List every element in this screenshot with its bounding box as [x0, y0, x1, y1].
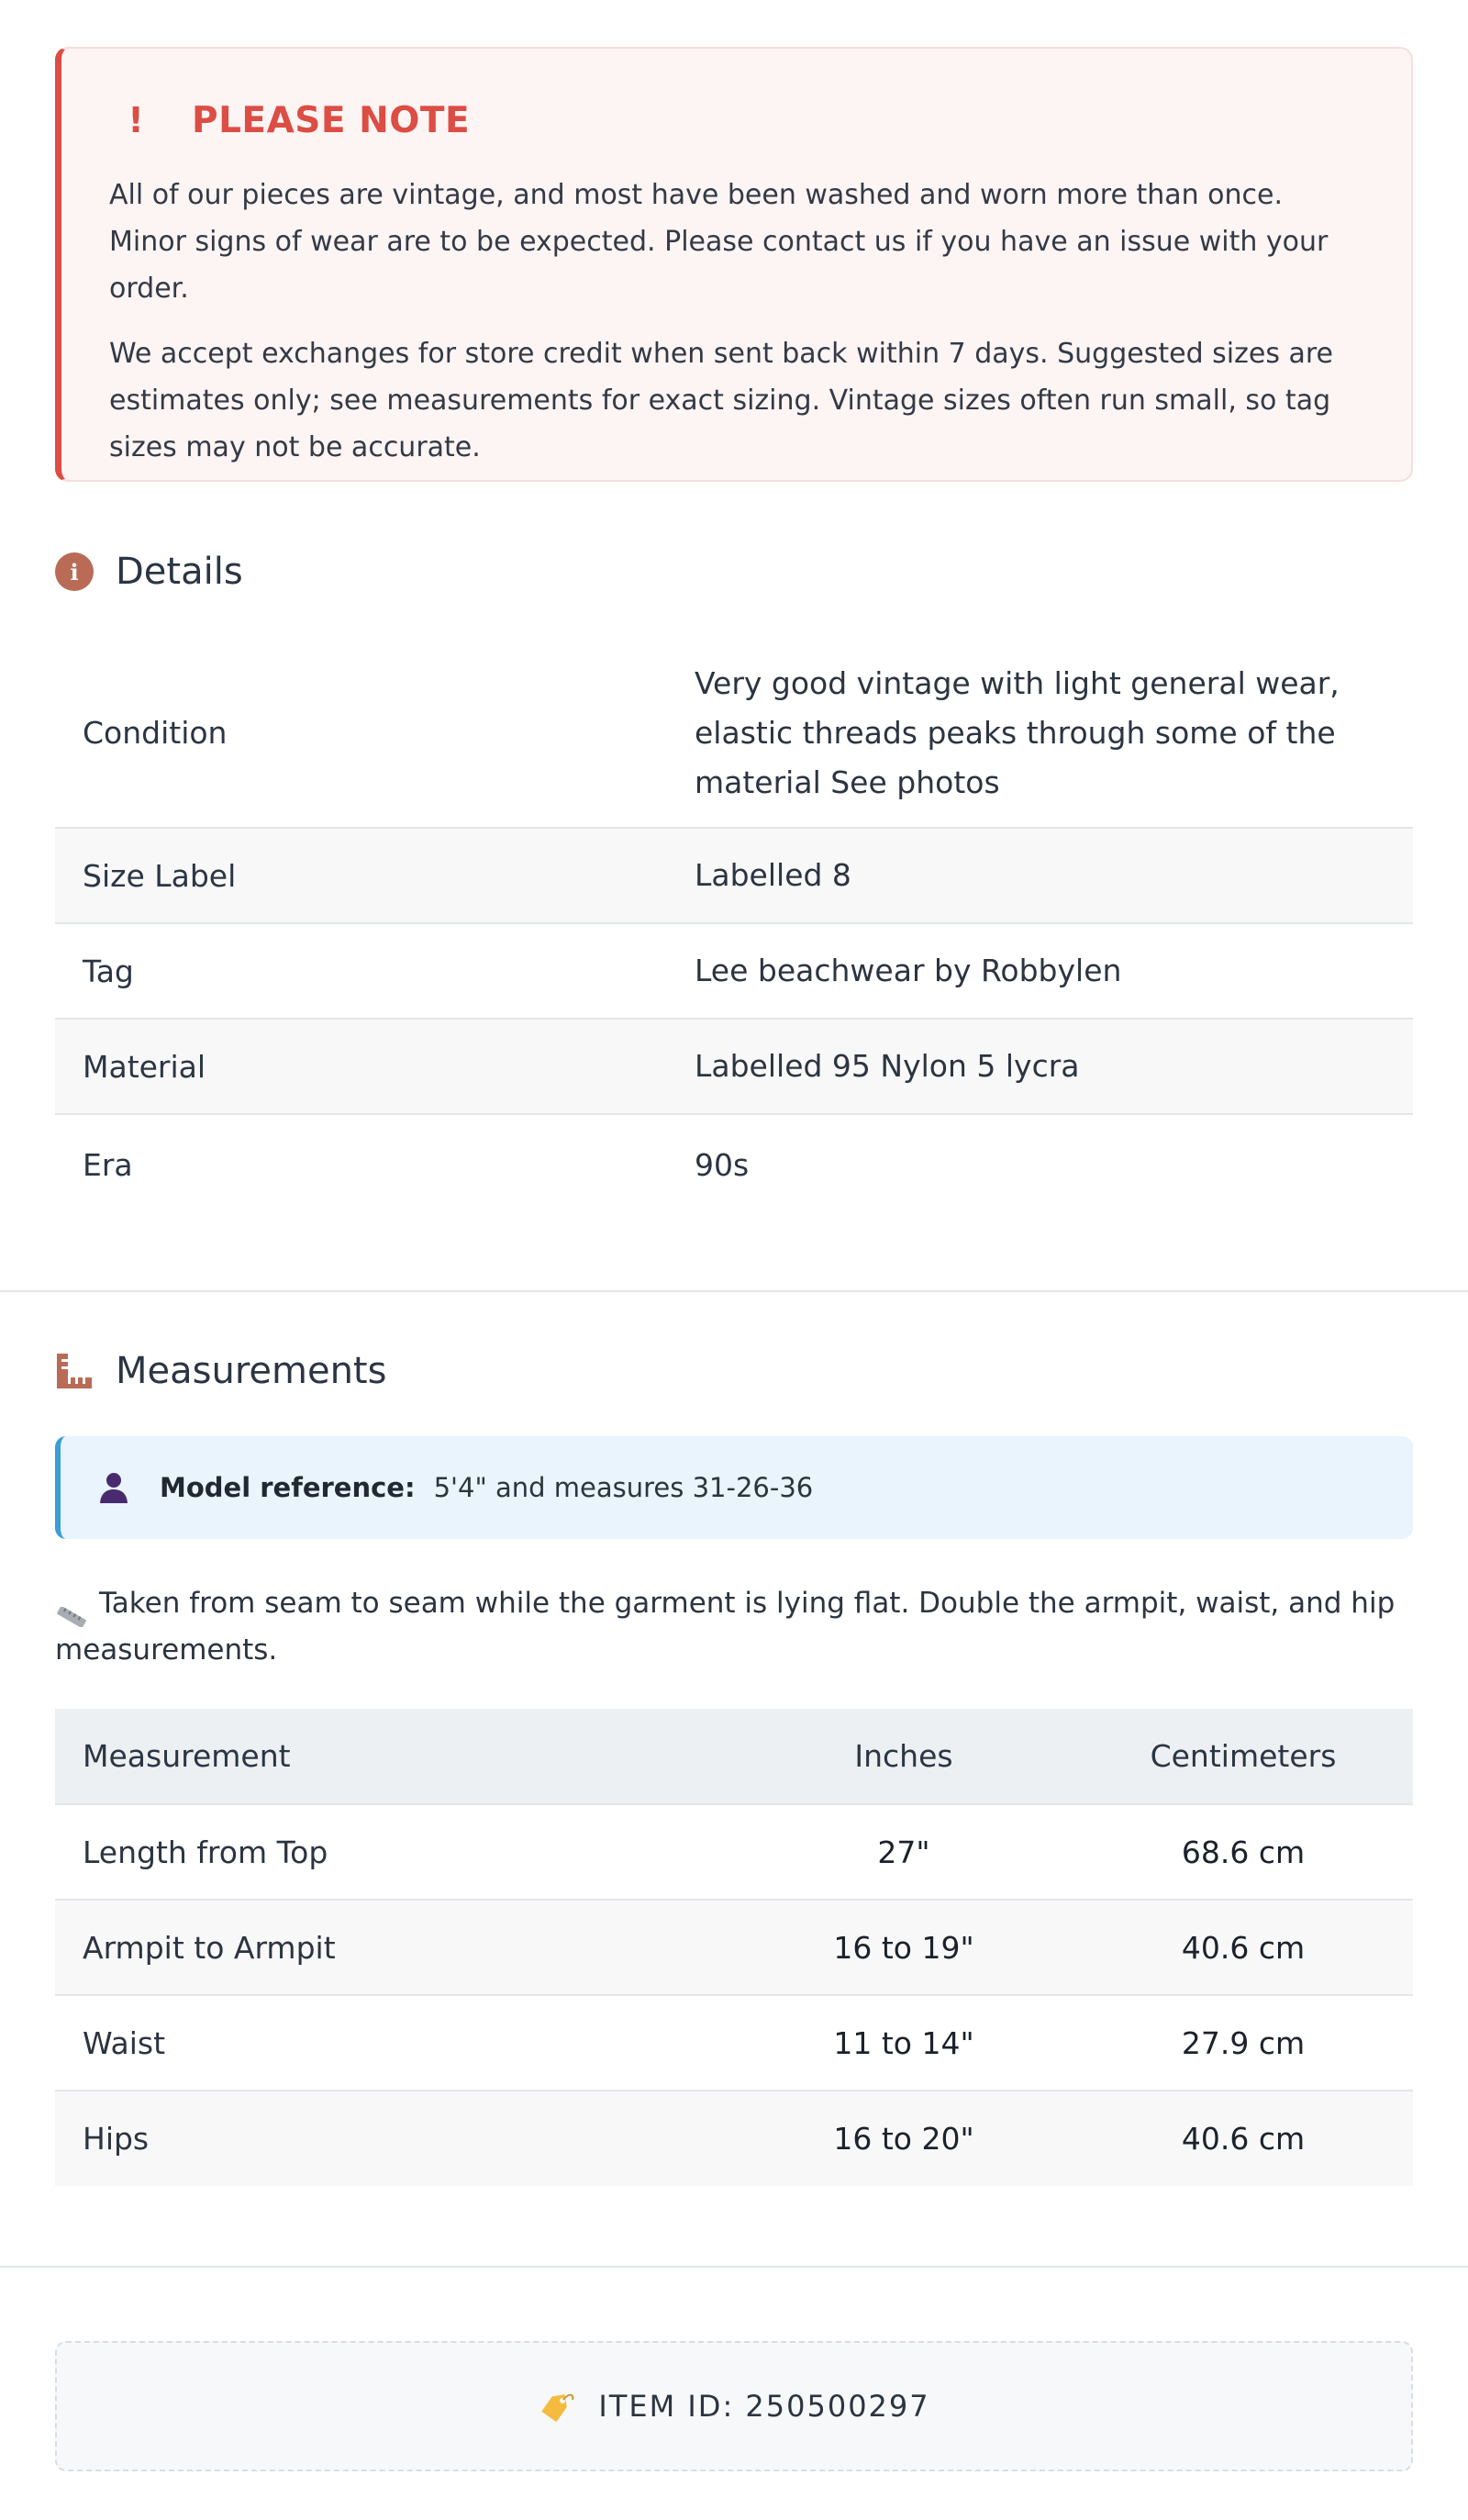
- table-row: [55, 1995, 1413, 2091]
- measurements-header: [55, 1349, 386, 1393]
- section-divider: [0, 2266, 1468, 2268]
- item-id-text: ITEM ID: 250500297: [598, 2389, 930, 2424]
- measurements-header-row: [55, 1709, 1413, 1804]
- column-header-centimeters: Centimeters: [1073, 1709, 1413, 1804]
- info-circle-icon: i: [55, 552, 94, 591]
- details-key: Condition: [55, 639, 667, 828]
- details-row-size-label: [55, 828, 1413, 923]
- measurement-name: Length from Top: [55, 1804, 734, 1900]
- measurement-inches: 16 to 20": [734, 2091, 1073, 2186]
- notice-title: PLEASE NOTE: [192, 99, 471, 141]
- details-table: [55, 639, 1413, 1215]
- measurement-note-text: Taken from seam to seam while the garment is lying flat. Double the armpit, waist, and hip measurements.: [55, 1587, 1396, 1667]
- notice-header: [109, 99, 1363, 141]
- measurement-inches: 16 to 19": [734, 1900, 1073, 1995]
- measurement-cm: 68.6 cm: [1073, 1804, 1413, 1900]
- details-key: Material: [55, 1019, 667, 1114]
- notice-box: [55, 47, 1413, 482]
- measurement-cm: 40.6 cm: [1073, 2091, 1413, 2186]
- details-header: [55, 550, 243, 594]
- straight-ruler-icon: [55, 1595, 88, 1615]
- details-row-material: [55, 1019, 1413, 1114]
- notice-paragraph-2: We accept exchanges for store credit when sent back within 7 days. Suggested sizes are estimates only; see measurements for exact sizing. Vintage sizes often run small, so tag sizes may not be accurate.: [109, 338, 1334, 463]
- measurement-name: Hips: [55, 2091, 734, 2186]
- details-value: Very good vintage with light general wear, elastic threads peaks through some of the material See photos: [667, 639, 1413, 828]
- details-title: Details: [116, 551, 243, 593]
- measurement-cm: 40.6 cm: [1073, 1900, 1413, 1995]
- table-row: [55, 1804, 1413, 1900]
- details-key: Tag: [55, 923, 667, 1019]
- measurements-table: [55, 1709, 1413, 2186]
- details-row-condition: [55, 639, 1413, 828]
- measurement-cm: 27.9 cm: [1073, 1995, 1413, 2091]
- details-value: Labelled 8: [667, 828, 1413, 923]
- notice-paragraph-1: All of our pieces are vintage, and most have been washed and worn more than once. Minor signs of wear are to be expected. Please contact us if you have an issue with your order.: [109, 179, 1329, 305]
- details-key: Size Label: [55, 828, 667, 923]
- measurement-inches: 11 to 14": [734, 1995, 1073, 2091]
- measurement-inches: 27": [734, 1804, 1073, 1900]
- model-reference: [55, 1436, 1413, 1539]
- measurements-title: Measurements: [116, 1350, 387, 1392]
- details-value: Lee beachwear by Robbylen: [667, 923, 1413, 1019]
- details-value: 90s: [695, 1146, 750, 1183]
- details-value: Labelled 95 Nylon 5 lycra: [667, 1019, 1413, 1114]
- section-divider: [0, 1290, 1468, 1292]
- tag-icon: [538, 2391, 574, 2422]
- exclamation-icon: !: [128, 100, 144, 140]
- ruler-icon: [55, 1352, 94, 1390]
- table-row: [55, 1900, 1413, 1995]
- table-row: [55, 2091, 1413, 2186]
- model-reference-text: 5'4" and measures 31-26-36: [433, 1472, 814, 1503]
- column-header-inches: Inches: [734, 1709, 1073, 1804]
- model-reference-label: Model reference:: [160, 1472, 416, 1503]
- measurement-name: Armpit to Armpit: [55, 1900, 734, 1995]
- measurement-note: [55, 1580, 1413, 1674]
- details-row-tag: [55, 923, 1413, 1019]
- column-header-measurement: Measurement: [55, 1709, 734, 1804]
- person-icon: [97, 1471, 130, 1504]
- details-row-era: [55, 1114, 1413, 1215]
- item-id-box: [55, 2341, 1413, 2471]
- measurement-name: Waist: [55, 1995, 734, 2091]
- details-key: Era: [83, 1147, 133, 1183]
